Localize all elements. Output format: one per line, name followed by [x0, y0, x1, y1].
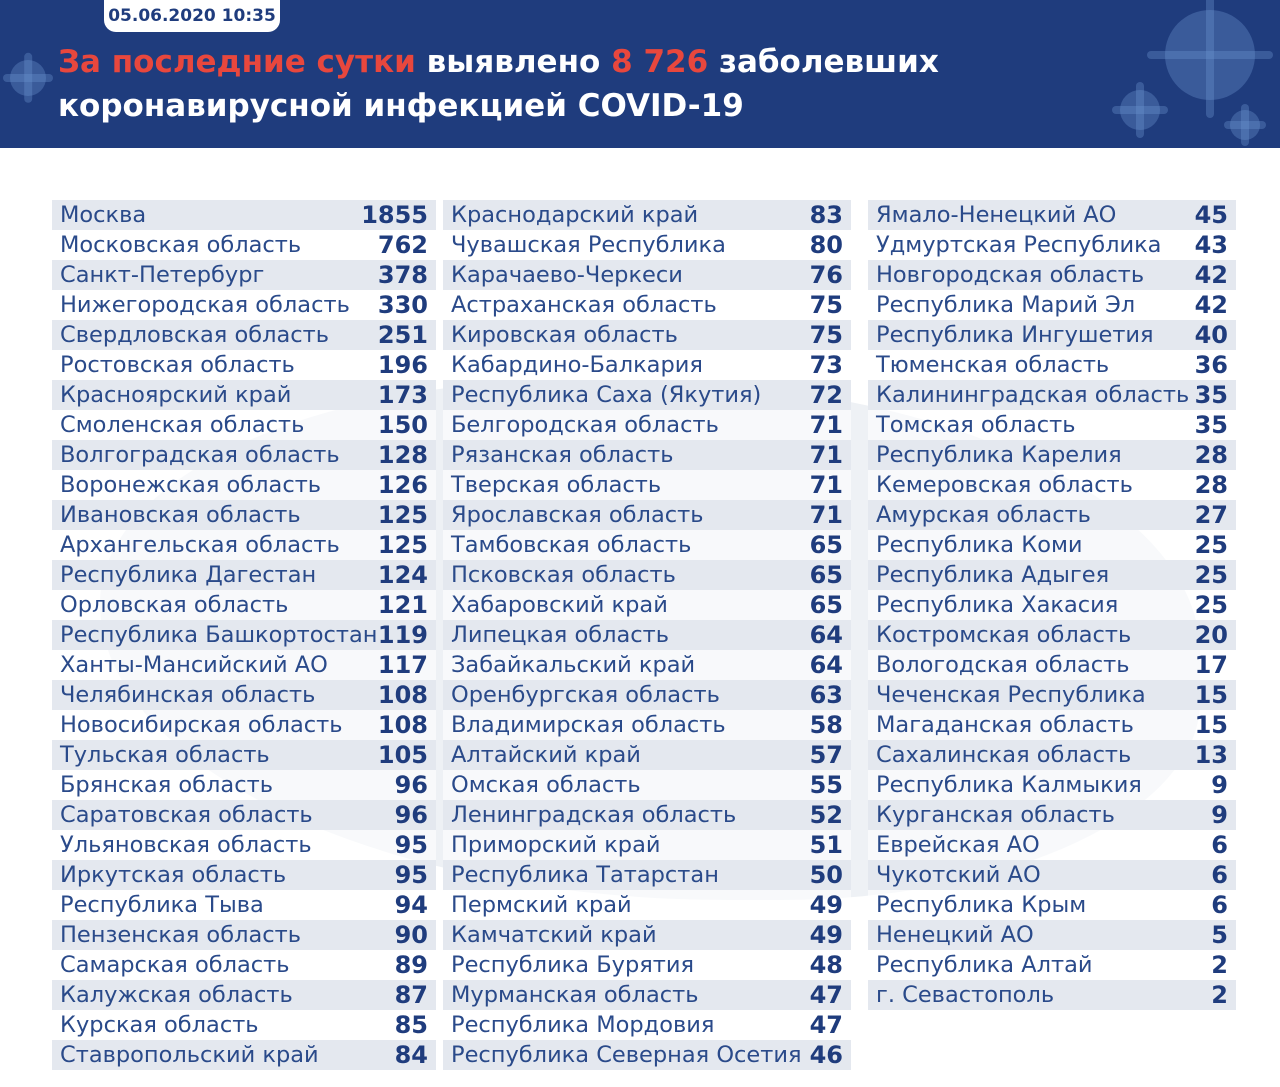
case-count: 15	[1194, 681, 1228, 709]
case-count: 85	[394, 1011, 428, 1039]
table-row	[52, 710, 436, 740]
table-row	[868, 350, 1236, 380]
case-count: 48	[809, 951, 843, 979]
case-count: 83	[809, 201, 843, 229]
case-count: 50	[809, 861, 843, 889]
region-name: Оренбургская область	[451, 682, 720, 708]
table-row	[443, 920, 851, 950]
case-count: 27	[1194, 501, 1228, 529]
table-row	[443, 440, 851, 470]
region-name: Белгородская область	[451, 412, 719, 438]
date-badge: 05.06.2020 10:35	[104, 0, 280, 32]
region-name: Ставропольский край	[60, 1042, 319, 1068]
table-row	[868, 470, 1236, 500]
table-row	[868, 950, 1236, 980]
table-row	[52, 680, 436, 710]
case-count: 17	[1194, 651, 1228, 679]
region-name: Ивановская область	[60, 502, 301, 528]
case-count: 126	[377, 471, 428, 499]
table-row	[443, 320, 851, 350]
region-name: Саратовская область	[60, 802, 313, 828]
region-name: Республика Татарстан	[451, 862, 719, 888]
case-count: 125	[377, 531, 428, 559]
region-name: Республика Дагестан	[60, 562, 317, 588]
table-row	[52, 650, 436, 680]
table-row	[443, 1040, 851, 1070]
region-name: Республика Алтай	[876, 952, 1093, 978]
table-row	[52, 320, 436, 350]
table-row	[52, 470, 436, 500]
table-row	[52, 800, 436, 830]
case-count: 35	[1194, 381, 1228, 409]
table-row	[868, 500, 1236, 530]
table-row	[443, 710, 851, 740]
table-row	[443, 230, 851, 260]
region-name: Камчатский край	[451, 922, 657, 948]
table-row	[868, 980, 1236, 1010]
case-count: 1855	[361, 201, 428, 229]
table-row	[868, 590, 1236, 620]
case-count: 762	[377, 231, 428, 259]
table-row	[868, 800, 1236, 830]
region-name: Нижегородская область	[60, 292, 350, 318]
region-name: Псковская область	[451, 562, 676, 588]
table-row	[443, 770, 851, 800]
case-count: 65	[809, 591, 843, 619]
region-name: Москва	[60, 202, 147, 228]
table-row	[52, 740, 436, 770]
case-count: 96	[394, 801, 428, 829]
region-name: Красноярский край	[60, 382, 292, 408]
table-row	[868, 890, 1236, 920]
case-count: 49	[809, 891, 843, 919]
case-count: 64	[809, 621, 843, 649]
case-count: 47	[809, 1011, 843, 1039]
region-name: Иркутская область	[60, 862, 287, 888]
case-count: 2	[1211, 981, 1228, 1009]
virus-decoration-icon	[1230, 110, 1260, 140]
virus-decoration-icon	[1165, 10, 1255, 100]
region-name: Самарская область	[60, 952, 290, 978]
region-name: Ленинградская область	[451, 802, 737, 828]
region-name: Тюменская область	[876, 352, 1110, 378]
title-accent: За последние сутки	[58, 44, 416, 80]
table-row	[868, 380, 1236, 410]
case-count: 9	[1211, 771, 1228, 799]
case-count: 71	[809, 441, 843, 469]
table-row	[868, 680, 1236, 710]
table-row	[868, 410, 1236, 440]
region-name: Новосибирская область	[60, 712, 343, 738]
table-row	[868, 560, 1236, 590]
region-name: Рязанская область	[451, 442, 674, 468]
region-name: Алтайский край	[451, 742, 641, 768]
table-row	[52, 230, 436, 260]
region-column-3	[868, 200, 1236, 1010]
case-count: 25	[1194, 531, 1228, 559]
case-count: 87	[394, 981, 428, 1009]
case-count: 117	[377, 651, 428, 679]
table-row	[443, 260, 851, 290]
case-count: 80	[809, 231, 843, 259]
case-count: 378	[377, 261, 428, 289]
table-row	[52, 890, 436, 920]
case-count: 2	[1211, 951, 1228, 979]
table-row	[868, 860, 1236, 890]
case-count: 84	[394, 1041, 428, 1069]
region-name: Вологодская область	[876, 652, 1130, 678]
region-name: Чукотский АО	[876, 862, 1041, 888]
case-count: 125	[377, 501, 428, 529]
case-count: 196	[377, 351, 428, 379]
case-count: 71	[809, 501, 843, 529]
table-row	[443, 290, 851, 320]
header-banner	[0, 0, 1280, 148]
region-name: Архангельская область	[60, 532, 340, 558]
region-name: Республика Коми	[876, 532, 1083, 558]
region-name: Липецкая область	[451, 622, 670, 648]
table-row	[868, 620, 1236, 650]
table-row	[443, 620, 851, 650]
table-row	[52, 1040, 436, 1070]
case-count: 121	[377, 591, 428, 619]
case-count: 330	[377, 291, 428, 319]
case-count: 63	[809, 681, 843, 709]
table-row	[443, 830, 851, 860]
case-count: 95	[394, 831, 428, 859]
table-row	[868, 440, 1236, 470]
region-column-2	[443, 200, 851, 1070]
case-count: 40	[1194, 321, 1228, 349]
case-count: 65	[809, 531, 843, 559]
case-count: 119	[377, 621, 428, 649]
case-count: 128	[377, 441, 428, 469]
case-count: 42	[1194, 291, 1228, 319]
table-row	[868, 740, 1236, 770]
table-row	[868, 320, 1236, 350]
case-count: 96	[394, 771, 428, 799]
region-name: Ульяновская область	[60, 832, 312, 858]
case-count: 36	[1194, 351, 1228, 379]
page-title	[58, 40, 1158, 128]
region-name: Московская область	[60, 232, 302, 258]
region-name: Магаданская область	[876, 712, 1134, 738]
case-count: 46	[809, 1041, 843, 1069]
region-name: Астраханская область	[451, 292, 717, 318]
case-count: 65	[809, 561, 843, 589]
table-row	[868, 200, 1236, 230]
title-end: заболевших	[708, 44, 939, 80]
table-row	[52, 620, 436, 650]
table-row	[52, 770, 436, 800]
region-name: Владимирская область	[451, 712, 726, 738]
case-count: 35	[1194, 411, 1228, 439]
region-name: Краснодарский край	[451, 202, 699, 228]
region-name: Республика Марий Эл	[876, 292, 1136, 318]
case-count: 20	[1194, 621, 1228, 649]
region-name: Томская область	[876, 412, 1076, 438]
case-count: 15	[1194, 711, 1228, 739]
case-count: 173	[377, 381, 428, 409]
region-name: Орловская область	[60, 592, 289, 618]
table-row	[52, 500, 436, 530]
case-count: 55	[809, 771, 843, 799]
case-count: 73	[809, 351, 843, 379]
case-count: 90	[394, 921, 428, 949]
case-count: 5	[1211, 921, 1228, 949]
region-name: Воронежская область	[60, 472, 322, 498]
region-name: Чеченская Республика	[876, 682, 1146, 708]
region-name: Республика Калмыкия	[876, 772, 1142, 798]
table-row	[443, 800, 851, 830]
case-count: 150	[377, 411, 428, 439]
table-row	[868, 650, 1236, 680]
region-name: Ямало-Ненецкий АО	[876, 202, 1117, 228]
table-row	[868, 260, 1236, 290]
case-count: 108	[377, 711, 428, 739]
region-name: Республика Мордовия	[451, 1012, 715, 1038]
case-count: 75	[809, 291, 843, 319]
region-name: г. Севастополь	[876, 982, 1055, 1008]
table-row	[443, 500, 851, 530]
region-name: Костромская область	[876, 622, 1132, 648]
region-name: Кабардино-Балкария	[451, 352, 703, 378]
region-name: Пермский край	[451, 892, 632, 918]
case-count: 43	[1194, 231, 1228, 259]
table-row	[52, 1010, 436, 1040]
region-name: Удмуртская Республика	[876, 232, 1162, 258]
case-count: 13	[1194, 741, 1228, 769]
case-count: 49	[809, 921, 843, 949]
region-name: Новгородская область	[876, 262, 1145, 288]
table-row	[868, 770, 1236, 800]
case-count: 75	[809, 321, 843, 349]
table-row	[443, 410, 851, 440]
case-count: 124	[377, 561, 428, 589]
table-row	[52, 860, 436, 890]
case-count: 51	[809, 831, 843, 859]
table-row	[52, 920, 436, 950]
region-name: Республика Северная Осетия	[451, 1042, 802, 1068]
region-name: Ярославская область	[451, 502, 704, 528]
table-row	[443, 590, 851, 620]
table-row	[52, 410, 436, 440]
table-row	[868, 530, 1236, 560]
table-row	[443, 860, 851, 890]
region-name: Брянская область	[60, 772, 273, 798]
table-row	[443, 1010, 851, 1040]
region-name: Ханты-Мансийский АО	[60, 652, 328, 678]
table-row	[443, 470, 851, 500]
region-name: Республика Тыва	[60, 892, 264, 918]
region-column-1	[52, 200, 436, 1070]
table-row	[52, 380, 436, 410]
region-name: Волгоградская область	[60, 442, 340, 468]
region-name: Республика Карелия	[876, 442, 1122, 468]
region-name: Ростовская область	[60, 352, 295, 378]
region-name: Амурская область	[876, 502, 1091, 528]
region-name: Республика Ингушетия	[876, 322, 1154, 348]
region-name: Челябинская область	[60, 682, 316, 708]
case-count: 89	[394, 951, 428, 979]
table-row	[868, 230, 1236, 260]
case-count: 25	[1194, 561, 1228, 589]
case-count: 76	[809, 261, 843, 289]
table-row	[52, 530, 436, 560]
table-row	[443, 680, 851, 710]
region-name: Республика Хакасия	[876, 592, 1119, 618]
table-row	[52, 590, 436, 620]
case-count: 57	[809, 741, 843, 769]
region-name: Республика Крым	[876, 892, 1087, 918]
region-name: Курганская область	[876, 802, 1115, 828]
table-row	[443, 650, 851, 680]
case-count: 28	[1194, 441, 1228, 469]
region-name: Кировская область	[451, 322, 678, 348]
region-name: Ненецкий АО	[876, 922, 1034, 948]
case-count: 45	[1194, 201, 1228, 229]
case-count: 95	[394, 861, 428, 889]
region-name: Пензенская область	[60, 922, 301, 948]
table-row	[868, 290, 1236, 320]
region-name: Хабаровский край	[451, 592, 668, 618]
case-count: 251	[377, 321, 428, 349]
case-count: 71	[809, 471, 843, 499]
table-row	[52, 290, 436, 320]
table-row	[443, 560, 851, 590]
case-count: 71	[809, 411, 843, 439]
table-row	[443, 530, 851, 560]
virus-decoration-icon	[10, 60, 46, 96]
region-name: Тульская область	[60, 742, 270, 768]
table-row	[52, 950, 436, 980]
region-name: Приморский край	[451, 832, 661, 858]
region-name: Свердловская область	[60, 322, 330, 348]
table-row	[443, 350, 851, 380]
region-name: Республика Саха (Якутия)	[451, 382, 762, 408]
table-row	[868, 920, 1236, 950]
region-name: Курская область	[60, 1012, 259, 1038]
table-row	[443, 980, 851, 1010]
table-row	[443, 380, 851, 410]
region-name: Мурманская область	[451, 982, 699, 1008]
region-name: Еврейская АО	[876, 832, 1040, 858]
table-row	[52, 440, 436, 470]
region-name: Карачаево-Черкеси	[451, 262, 683, 288]
case-count: 108	[377, 681, 428, 709]
table-row	[52, 350, 436, 380]
table-row	[443, 740, 851, 770]
table-row	[52, 260, 436, 290]
case-count: 94	[394, 891, 428, 919]
region-name: Республика Адыгея	[876, 562, 1110, 588]
table-row	[443, 200, 851, 230]
table-row	[868, 710, 1236, 740]
case-count: 64	[809, 651, 843, 679]
case-count: 6	[1211, 891, 1228, 919]
region-name: Сахалинская область	[876, 742, 1132, 768]
region-name: Омская область	[451, 772, 641, 798]
region-name: Санкт-Петербург	[60, 262, 265, 288]
title-line2: коронавирусной инфекцией COVID-19	[58, 88, 744, 124]
case-count: 6	[1211, 861, 1228, 889]
case-count: 58	[809, 711, 843, 739]
title-number: 8 726	[611, 44, 709, 80]
region-name: Тверская область	[451, 472, 662, 498]
table-row	[868, 830, 1236, 860]
region-name: Калининградская область	[876, 382, 1190, 408]
case-count: 42	[1194, 261, 1228, 289]
table-row	[52, 560, 436, 590]
region-name: Смоленская область	[60, 412, 305, 438]
case-count: 6	[1211, 831, 1228, 859]
case-count: 105	[377, 741, 428, 769]
region-name: Республика Башкортостан	[60, 622, 378, 648]
case-count: 47	[809, 981, 843, 1009]
table-row	[443, 950, 851, 980]
table-row	[52, 200, 436, 230]
region-name: Калужская область	[60, 982, 293, 1008]
table-row	[443, 890, 851, 920]
case-count: 52	[809, 801, 843, 829]
case-count: 72	[809, 381, 843, 409]
region-name: Тамбовская область	[451, 532, 692, 558]
case-count: 28	[1194, 471, 1228, 499]
title-mid: выявлено	[415, 44, 612, 80]
region-name: Республика Бурятия	[451, 952, 695, 978]
region-name: Кемеровская область	[876, 472, 1133, 498]
table-row	[52, 830, 436, 860]
region-name: Чувашская Республика	[451, 232, 726, 258]
case-count: 9	[1211, 801, 1228, 829]
table-row	[52, 980, 436, 1010]
case-count: 25	[1194, 591, 1228, 619]
region-name: Забайкальский край	[451, 652, 696, 678]
